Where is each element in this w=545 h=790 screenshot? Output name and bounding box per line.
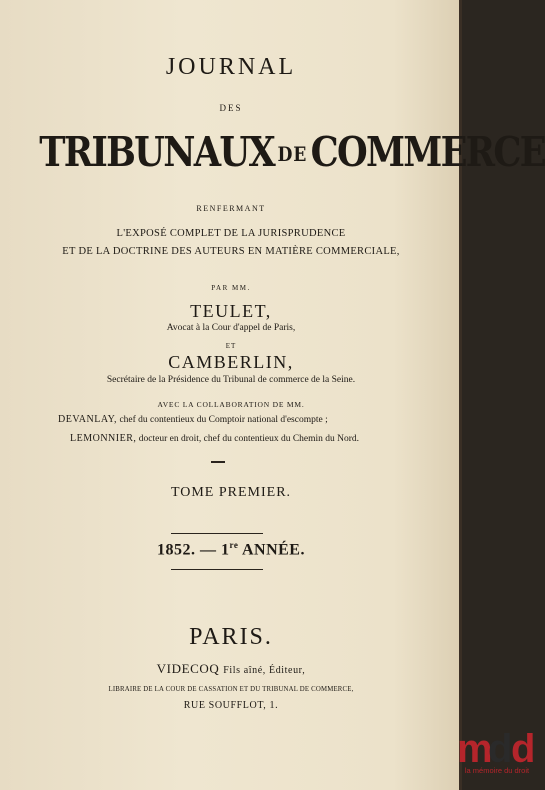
year-line	[0, 540, 462, 559]
collaborator-2	[70, 433, 359, 444]
svg-text:d: d	[488, 727, 510, 771]
author-1-name: TEULET,	[190, 301, 272, 321]
author-1-role: Avocat à la Cour d'appel de Paris,	[166, 323, 296, 333]
author-2-name: CAMBERLIN,	[168, 352, 294, 372]
year-suffix: ANNÉE.	[238, 541, 305, 559]
et-label: ET	[225, 342, 237, 350]
collaborator-1-role: chef du contentieux du Comptoir national d'escompte ;	[117, 415, 328, 425]
author-2-role: Secrétaire de la Présidence du Tribunal de commerce de la Seine.	[106, 375, 356, 385]
journal-heading: JOURNAL	[165, 54, 297, 80]
libraire-line: LIBRAIRE DE LA COUR DE CASSATION ET DU TRIBUNAL DE COMMERCE,	[108, 686, 354, 693]
svg-text:d: d	[511, 727, 533, 771]
collaborator-1	[58, 414, 328, 425]
collaborator-2-name: LEMONNIER,	[70, 433, 137, 444]
publisher-title: Fils aîné, Éditeur,	[223, 665, 306, 676]
divider-short	[211, 461, 225, 463]
renfermant-label: RENFERMANT	[196, 204, 266, 213]
subtitle-line-2: ET DE LA DOCTRINE DES AUTEURS EN MATIÈRE COMMERCIALE,	[62, 246, 400, 257]
des-word: DES	[219, 103, 243, 113]
title-part1: TRIBUNAUX	[39, 128, 275, 176]
collaboration-label: AVEC LA COLLABORATION DE MM.	[157, 400, 305, 409]
publisher-line	[0, 661, 462, 677]
title-de: DE	[277, 142, 308, 166]
year-prefix: 1852. — 1	[157, 541, 230, 559]
collaborator-1-name: DEVANLAY,	[58, 414, 118, 425]
mdd-logo	[455, 727, 539, 780]
logo-tagline: la mémoire du droit	[464, 766, 530, 775]
divider-upper	[171, 533, 263, 534]
par-mm-label: PAR MM.	[211, 284, 251, 292]
imprint-city: PARIS.	[189, 624, 273, 650]
title-part2: COMMERCE	[310, 128, 545, 176]
main-title	[39, 128, 545, 176]
tome-label: TOME PREMIER.	[170, 485, 292, 500]
address-line: RUE SOUFFLOT, 1.	[183, 700, 279, 711]
subtitle-line-1: L'EXPOSÉ COMPLET DE LA JURISPRUDENCE	[116, 228, 346, 239]
year-superscript: re	[229, 540, 239, 550]
svg-text:m: m	[457, 727, 490, 771]
publisher-name: VIDECOQ	[156, 661, 224, 676]
collaborator-2-role: docteur en droit, chef du contentieux du Chemin du Nord.	[136, 434, 360, 444]
divider-lower	[171, 569, 263, 570]
